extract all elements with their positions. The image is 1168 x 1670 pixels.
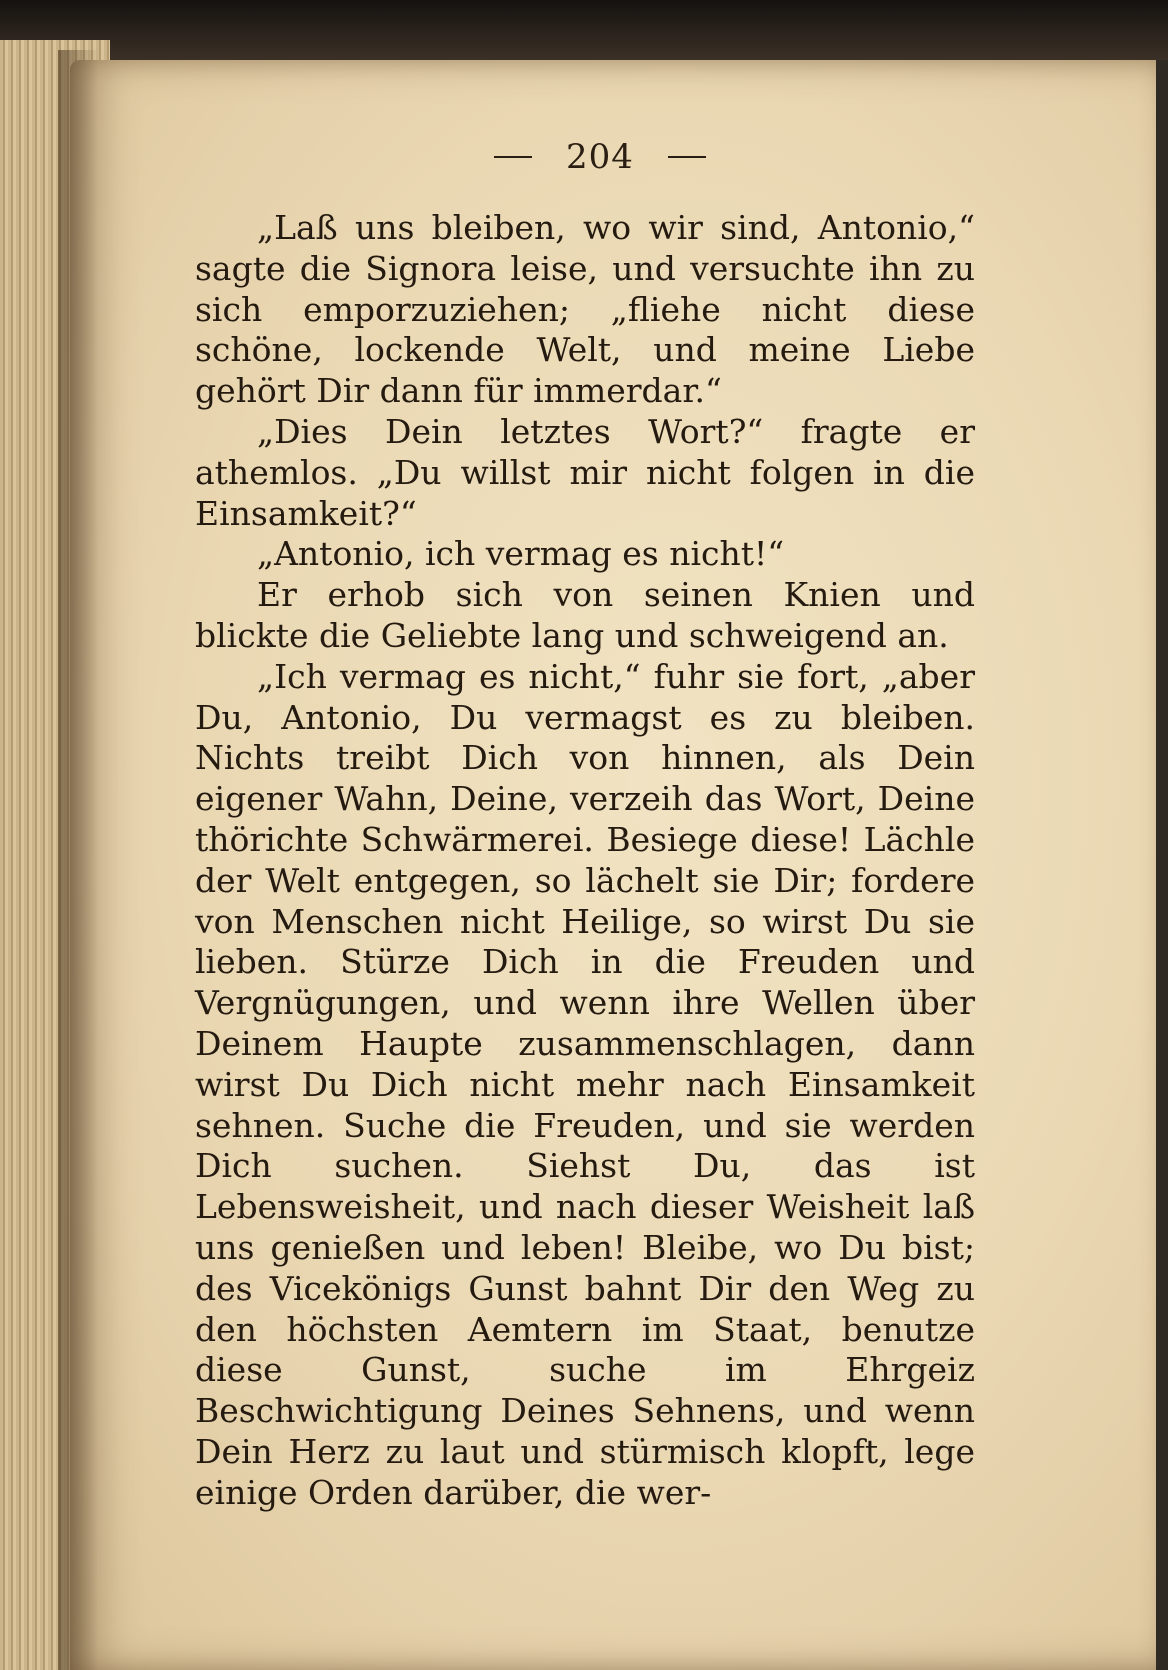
book-cover-edge	[0, 0, 1168, 60]
page-number: 204	[566, 137, 634, 177]
header-dash-right	[668, 156, 706, 158]
page-gutter-shadow	[58, 50, 98, 1670]
paragraph: „Laß uns bleiben, wo wir sind, Antonio,“ sagte die Signora leise, und versuchte ihn zu sich emporzuziehen; „fliehe nicht diese schöne, lockende Welt, und meine Liebe gehört Dir dann für immerdar.“	[195, 208, 975, 411]
paragraph: „Antonio, ich vermag es nicht!“	[257, 534, 785, 574]
paragraph: „Dies Dein letztes Wort?“ fragte er athemlos. „Du willst mir nicht folgen in die Einsamkeit?“	[195, 411, 975, 533]
page-header	[470, 132, 730, 182]
page-right-edge	[1156, 60, 1168, 1670]
paragraph: Er erhob sich von seinen Knien und blickte die Geliebte lang und schweigend an.	[195, 575, 975, 655]
body-text	[195, 208, 975, 1514]
header-dash-left	[494, 156, 532, 158]
paragraph: „Ich vermag es nicht,“ fuhr sie fort, „aber Du, Antonio, Du vermagst es zu bleiben. Nichts treibt Dich von hinnen, als Dein eigener Wahn, Deine, verzeih das Wort, Deine thörichte Schwärmerei. Besiege diese! Lächle der Welt entgegen, so lächelt sie Dir; fordere von Menschen nicht Heilige, so wirst Du sie lieben. Stürze Dich in die Freuden und Vergnügungen, und wenn ihre Wellen über Deinem Haupte zusammenschlagen, dann wirst Du Dich nicht mehr nach Einsamkeit sehnen. Suche die Freuden, und sie werden Dich suchen. Siehst Du, das ist Lebensweisheit, und nach dieser Weisheit laß uns genießen und leben! Bleibe, wo Du bist; des Vicekönigs Gunst bahnt Dir den Weg zu den höchsten Aemtern im Staat, benutze diese Gunst, suche im Ehrgeiz Beschwichtigung Deines Sehnens, und wenn Dein Herz zu laut und stürmisch klopft, lege einige Orden darüber, die wer-	[195, 656, 975, 1512]
